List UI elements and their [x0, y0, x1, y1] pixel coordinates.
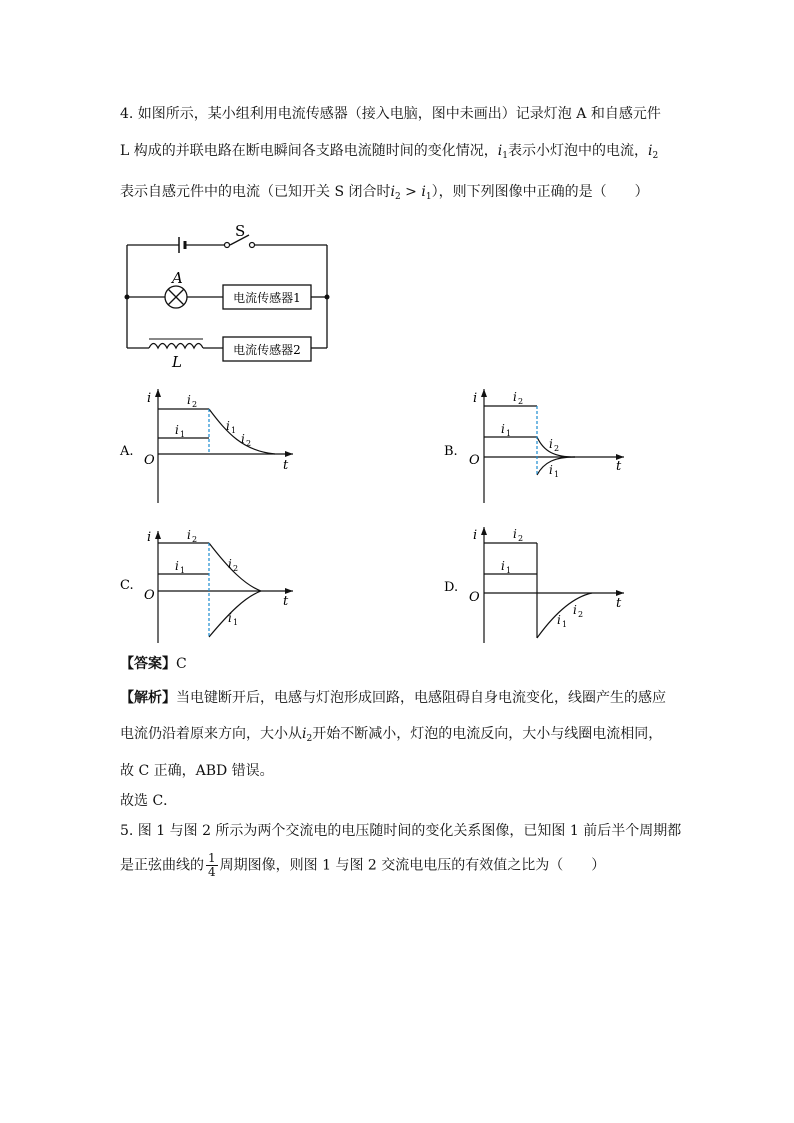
svg-text:1: 1	[506, 566, 512, 575]
svg-text:2: 2	[192, 400, 198, 409]
svg-text:2: 2	[233, 564, 239, 573]
svg-text:i: i	[573, 603, 577, 617]
axis-t: t	[283, 458, 289, 473]
option-d-label: D.	[444, 580, 459, 595]
svg-text:O: O	[469, 453, 480, 468]
svg-text:1: 1	[231, 426, 237, 435]
svg-text:1: 1	[233, 618, 239, 627]
option-b-label: B.	[444, 444, 458, 459]
svg-text:2: 2	[518, 397, 524, 406]
switch-contact-left	[225, 243, 230, 248]
svg-text:t: t	[283, 594, 289, 609]
svg-text:i: i	[187, 393, 191, 407]
svg-text:i: i	[557, 613, 561, 627]
answer-line	[120, 653, 187, 673]
svg-text:i: i	[501, 559, 505, 573]
svg-text:2: 2	[192, 535, 198, 544]
svg-text:i: i	[175, 423, 179, 437]
option-c-label: C.	[120, 578, 134, 593]
lamp-label: A	[172, 269, 183, 287]
switch-contact-right	[250, 243, 255, 248]
graph-option-c	[115, 525, 305, 650]
q5-line-2a: 是正弦曲线的	[120, 857, 204, 874]
svg-text:i: i	[549, 463, 553, 477]
svg-text:2: 2	[246, 439, 252, 448]
fraction-denominator: 4	[208, 865, 216, 879]
i2-sub: 2	[652, 151, 659, 161]
q4-line-2a: L 构成的并联电路在断电瞬间各支路电流随时间的变化情况，	[120, 143, 498, 159]
q4-line-3b: ），则下列图像中正确的是（ ）	[431, 184, 649, 200]
q5-line-2	[120, 852, 605, 879]
svg-text:1: 1	[554, 470, 560, 479]
q5-line-1: 5. 图 1 与图 2 所示为两个交流电的电压随时间的变化关系图像，已知图 1 前后半个周期都	[120, 823, 682, 839]
svg-text:t: t	[616, 459, 622, 474]
analysis-text-2b: 开始不断减小，灯泡的电流反向，大小与线圈电流相同，	[312, 726, 663, 742]
svg-text:i: i	[473, 391, 478, 406]
fraction-numerator: 1	[208, 851, 216, 865]
svg-text:i: i	[147, 530, 152, 545]
svg-text:2: 2	[554, 444, 560, 453]
inductor-icon	[149, 344, 203, 349]
gt-sign: >	[400, 184, 422, 200]
analysis-text-2a: 电流仍沿着原来方向，大小从	[120, 726, 302, 742]
i1-sub: 1	[502, 151, 508, 161]
i2-symbol: i	[647, 143, 653, 159]
axis-i: i	[147, 391, 152, 406]
i2-symbol-b: i	[390, 184, 395, 200]
svg-text:i: i	[175, 559, 179, 573]
q4-line-2b: 表示小灯泡中的电流，	[507, 143, 648, 159]
analysis-line-4: 故选 C．	[120, 793, 178, 809]
analysis-line-2	[120, 723, 662, 744]
q4-line-3a: 表示自感元件中的电流（已知开关 S 闭合时	[120, 184, 391, 200]
circuit-diagram	[115, 215, 345, 375]
svg-text:1: 1	[506, 429, 512, 438]
option-a-label: A.	[120, 444, 134, 459]
junction-right	[325, 295, 330, 300]
svg-text:1: 1	[562, 620, 568, 629]
svg-text:O: O	[469, 590, 480, 605]
i1-symbol-b: i	[421, 184, 426, 200]
q4-line-1: 4. 如图所示，某小组利用电流传感器（接入电脑，图中未画出）记录灯泡 A 和自感元件	[120, 106, 661, 122]
i1-sub-b: 1	[425, 192, 432, 202]
fraction-one-quarter	[206, 852, 218, 879]
switch-label: S	[235, 222, 246, 240]
sensor-2-label: 电流传感器2	[233, 343, 301, 357]
analysis-label: 【解析】	[120, 690, 176, 706]
svg-text:1: 1	[180, 566, 186, 575]
answer-value: C	[176, 656, 187, 672]
svg-text:i: i	[501, 422, 505, 436]
svg-text:i: i	[228, 611, 232, 625]
svg-text:i: i	[549, 437, 553, 451]
answer-label: 【答案】	[120, 656, 176, 672]
svg-text:i: i	[226, 419, 230, 433]
graph-option-a	[115, 385, 305, 510]
q4-line-2	[120, 140, 658, 161]
svg-text:i: i	[513, 527, 517, 541]
analysis-i2-sub: 2	[306, 734, 313, 744]
sensor-1-label: 电流传感器1	[233, 291, 301, 305]
junction-left	[125, 295, 130, 300]
i1-symbol: i	[497, 143, 503, 159]
q4-line-3	[120, 181, 649, 202]
svg-text:i: i	[187, 528, 191, 542]
analysis-text-1: 当电键断开后，电感与灯泡形成回路，电感阻碍自身电流变化，线圈产生的感应	[176, 690, 666, 706]
svg-text:i: i	[241, 432, 245, 446]
svg-text:O: O	[144, 588, 155, 603]
inductor-label: L	[172, 353, 182, 371]
svg-text:i: i	[473, 528, 478, 543]
i2-sub-b: 2	[394, 192, 401, 202]
origin: O	[144, 453, 155, 468]
svg-text:1: 1	[180, 430, 186, 439]
svg-text:t: t	[616, 596, 622, 611]
analysis-i2: i	[302, 726, 307, 742]
svg-text:i: i	[228, 557, 232, 571]
analysis-line-1	[120, 687, 666, 707]
graph-option-b	[440, 385, 640, 510]
graph-option-d	[440, 525, 640, 650]
analysis-line-3: 故 C 正确，ABD 错误。	[120, 763, 274, 779]
svg-text:i: i	[513, 390, 517, 404]
svg-text:2: 2	[518, 534, 524, 543]
svg-text:2: 2	[578, 610, 584, 619]
q5-line-2b: 周期图像，则图 1 与图 2 交流电电压的有效值之比为（ ）	[219, 857, 606, 874]
